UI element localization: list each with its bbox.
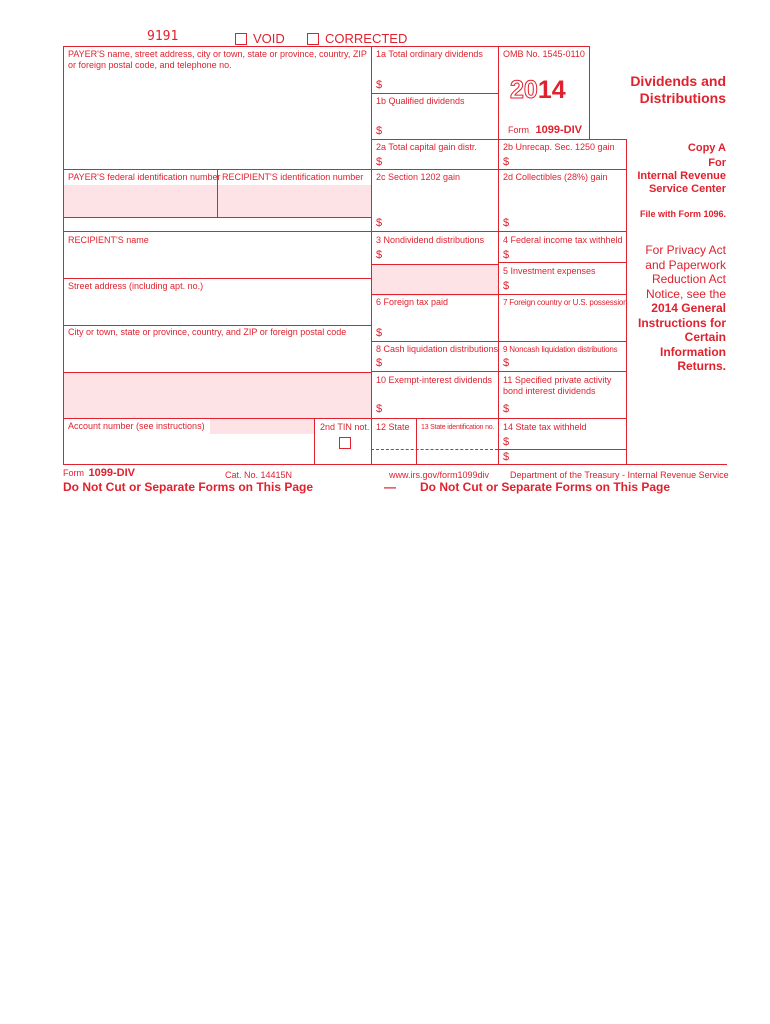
cat-number: Cat. No. 14415N [225, 470, 293, 480]
tax-year-suffix: 14 [537, 76, 566, 104]
box-7-label: 7 Foreign country or U.S. possession [503, 298, 628, 307]
street-address-label: Street address (including apt. no.) [68, 281, 204, 291]
box-8-label: 8 Cash liquidation distributions [376, 344, 499, 354]
account-number-field[interactable] [210, 419, 314, 434]
box-2b-dollar: $ [503, 156, 510, 168]
box-9-label: 9 Noncash liquidation distributions [503, 345, 618, 354]
file-with-label: File with Form 1096. [639, 209, 726, 219]
box-10-label: 10 Exempt-interest dividends [376, 375, 493, 385]
form-name-top: 1099-DIV [535, 124, 582, 136]
box-12-label: 12 State [376, 422, 410, 432]
copy-a-label: Copy A [687, 142, 726, 154]
box-2a-label: 2a Total capital gain distr. [376, 142, 477, 152]
shaded-area-box3 [371, 264, 498, 296]
box-3-label: 3 Nondividend distributions [376, 235, 485, 245]
privacy-notice: For Privacy Act and Paperwork Reduction Act Notice, see the [645, 243, 726, 301]
do-not-cut-dash: — [384, 480, 396, 494]
void-checkbox[interactable] [235, 33, 247, 45]
second-tin-checkbox[interactable] [339, 437, 351, 449]
box-10-dollar: $ [376, 403, 383, 415]
box-14-dollar-2: $ [503, 451, 510, 463]
general-instructions: 2014 General Instructions for Certain Information Returns. [637, 301, 726, 373]
box-11-dollar: $ [503, 403, 510, 415]
box-1b-dollar: $ [376, 125, 383, 137]
box-2b-label: 2b Unrecap. Sec. 1250 gain [503, 142, 615, 152]
box-5-dollar: $ [503, 280, 510, 292]
box-5-label: 5 Investment expenses [503, 266, 596, 276]
city-state-label: City or town, state or province, country, and ZIP or foreign postal code [68, 327, 347, 337]
box-2c-dollar: $ [376, 217, 383, 229]
box-1a-dollar: $ [376, 79, 383, 91]
form-name-footer: 1099-DIV [88, 467, 135, 479]
for-label: For [708, 157, 726, 169]
recipient-name-label: RECIPIENT'S name [68, 235, 149, 245]
void-label: VOID [253, 31, 285, 46]
box-6-label: 6 Foreign tax paid [376, 297, 449, 307]
box-2d-label: 2d Collectibles (28%) gain [503, 172, 608, 182]
form-code: 9191 [147, 29, 179, 44]
do-not-cut-left: Do Not Cut or Separate Forms on This Page [63, 480, 314, 494]
shaded-area-recipient [64, 372, 371, 418]
treasury-dept: Department of the Treasury - Internal Revenue Service [510, 470, 729, 480]
box-1b-label: 1b Qualified dividends [376, 96, 465, 106]
box-3-dollar: $ [376, 249, 383, 261]
box-14-dollar-1: $ [503, 436, 510, 448]
omb-number: OMB No. 1545-0110 [503, 49, 585, 59]
box-9-dollar: $ [503, 357, 510, 369]
box-4-label: 4 Federal income tax withheld [503, 235, 623, 245]
box-8-dollar: $ [376, 357, 383, 369]
irs-center-label: Internal Revenue Service Center [637, 170, 726, 195]
box-6-dollar: $ [376, 327, 383, 339]
corrected-checkbox[interactable] [307, 33, 319, 45]
box-11-label: 11 Specified private activity bond interest dividends [503, 375, 612, 396]
account-number-label: Account number (see instructions) [68, 421, 205, 431]
box-1a-label: 1a Total ordinary dividends [376, 49, 483, 59]
form-id-footer [63, 467, 135, 479]
irs-url[interactable]: www.irs.gov/form1099div [389, 470, 490, 480]
box-14-label: 14 State tax withheld [503, 422, 587, 432]
box-2c-label: 2c Section 1202 gain [376, 172, 461, 182]
payer-tin-field[interactable] [64, 185, 217, 217]
form-title: Dividends and Distributions [630, 73, 726, 106]
box-13-label: 13 State identification no. [421, 424, 495, 431]
form-prefix-top: Form [508, 125, 529, 135]
do-not-cut-right: Do Not Cut or Separate Forms on This Page [420, 480, 671, 494]
box-2d-dollar: $ [503, 217, 510, 229]
form-id-top [508, 124, 582, 136]
box-4-dollar: $ [503, 249, 510, 261]
recipient-tin-field[interactable] [218, 185, 371, 217]
box-2a-dollar: $ [376, 156, 383, 168]
payer-name-label: PAYER'S name, street address, city or town, state or province, country, ZIP or foreign postal code, and telephone no. [68, 49, 367, 70]
second-tin-label: 2nd TIN not. [320, 422, 370, 432]
recipient-id-label: RECIPIENT'S identification number [222, 172, 364, 182]
corrected-label: CORRECTED [325, 31, 408, 46]
tax-year-prefix: 20 [510, 76, 538, 104]
tax-year [510, 76, 566, 104]
form-prefix-footer: Form [63, 468, 84, 478]
payer-fed-id-label: PAYER'S federal identification number [68, 172, 221, 182]
